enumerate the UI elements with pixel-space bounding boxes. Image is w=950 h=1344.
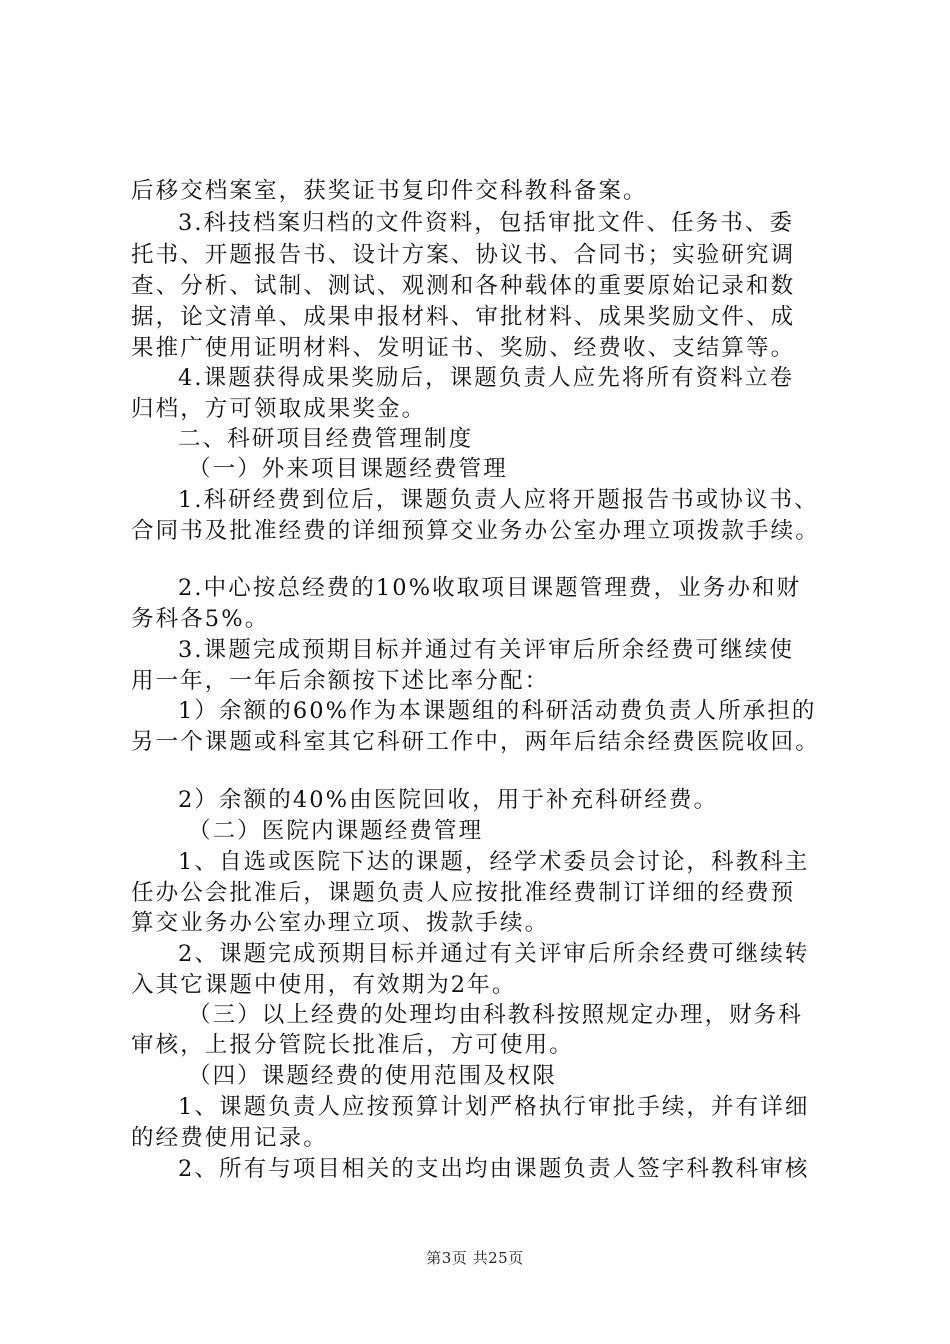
text-line: 托书、开题报告书、设计方案、协议书、合同书；实验研究调	[131, 242, 796, 268]
text-line: 查、分析、试制、测试、观测和各种载体的重要原始记录和数	[131, 273, 796, 299]
page-number-footer: 第3页 共25页	[426, 1249, 524, 1267]
text-line: 的经费使用记录。	[131, 1125, 328, 1151]
text-line: 务科各5%。	[131, 606, 270, 632]
text-line: 合同书及批准经费的详细预算交业务办公室办理立项拨款手续。	[131, 518, 820, 544]
subsection-heading: （四）课题经费的使用范围及权限	[188, 1063, 558, 1089]
text-line: 2.中心按总经费的10%收取项目课题管理费，业务办和财	[178, 575, 802, 601]
text-line: 4.课题获得成果奖励后，课题负责人应先将所有资料立卷	[178, 365, 795, 391]
text-line: 1.科研经费到位后，课题负责人应将开题报告书或协议书、	[178, 487, 819, 513]
section-heading: 二、科研项目经费管理制度	[178, 426, 474, 452]
subsection-heading: （二）医院内课题经费管理	[188, 818, 484, 844]
text-line: 用一年，一年后余额按下述比率分配：	[131, 668, 550, 694]
text-line: 2）余额的40%由医院回收，用于补充科研经费。	[178, 787, 719, 813]
text-line: 1、自选或医院下达的课题，经学术委员会讨论，科教科主	[178, 849, 810, 875]
text-line: 归档，方可领取成果奖金。	[131, 396, 427, 422]
text-line: 1、课题负责人应按预算计划严格执行审批手续，并有详细	[178, 1094, 810, 1120]
text-line: 据，论文清单、成果申报材料、审批材料、成果奖励文件、成	[131, 304, 796, 330]
text-line: 任办公会批准后，课题负责人应按批准经费制订详细的经费预	[131, 880, 796, 906]
text-line: 2、所有与项目相关的支出均由课题负责人签字科教科审核	[178, 1156, 810, 1182]
text-line: 算交业务办公室办理立项、拨款手续。	[131, 910, 550, 936]
text-line: 后移交档案室，获奖证书复印件交科教科备案。	[131, 178, 648, 204]
text-line: 入其它课题中使用，有效期为2年。	[131, 972, 517, 998]
text-line: 1）余额的60%作为本课题组的科研活动费负责人所承担的	[178, 698, 817, 724]
text-line: 3.科技档案归档的文件资料，包括审批文件、任务书、委	[178, 210, 795, 236]
text-line: 果推广使用证明材料、发明证书、奖励、经费收、支结算等。	[131, 335, 796, 361]
subsection-heading: （三）以上经费的处理均由科教科按照规定办理，财务科	[188, 1002, 804, 1028]
subsection-heading: （一）外来项目课题经费管理	[188, 456, 508, 482]
text-line: 3.课题完成预期目标并通过有关评审后所余经费可继续使	[178, 637, 795, 663]
text-line: 另一个课题或科室其它科研工作中，两年后结余经费医院收回。	[131, 729, 820, 755]
text-line: 2、课题完成预期目标并通过有关评审后所余经费可继续转	[178, 941, 810, 967]
text-line: 审核，上报分管院长批准后，方可使用。	[131, 1032, 574, 1058]
